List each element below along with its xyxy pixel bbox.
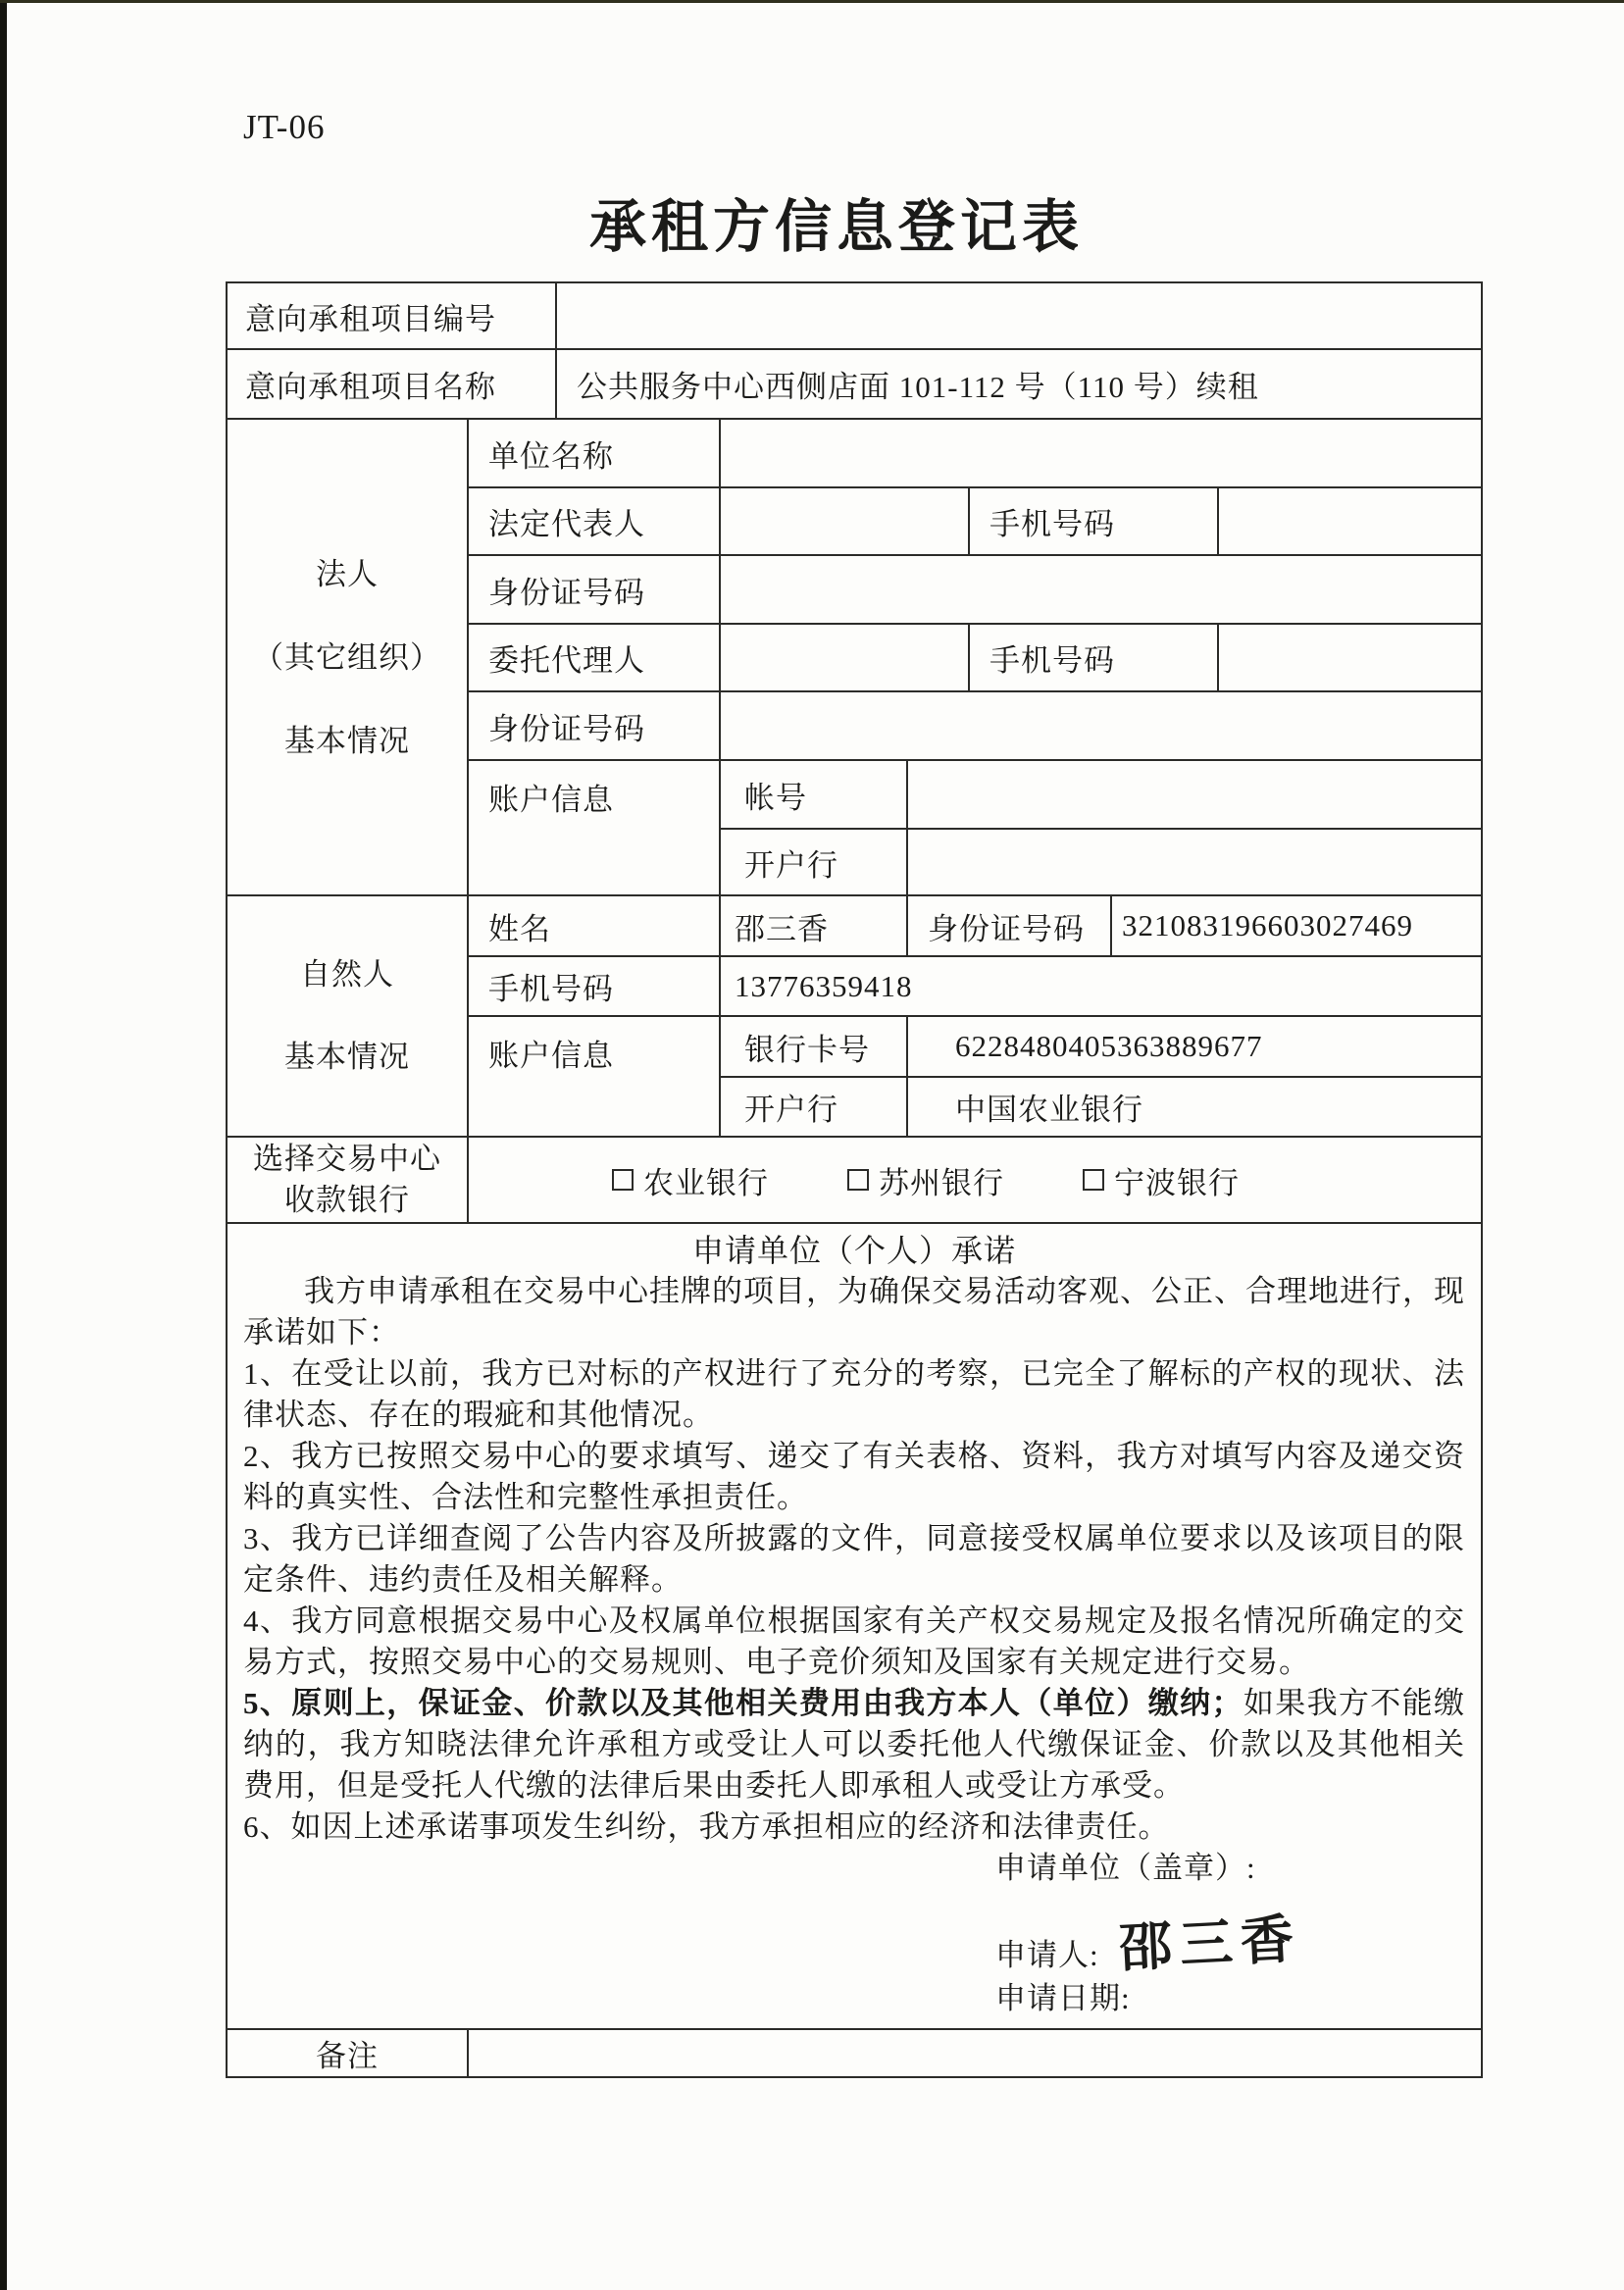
- person-phone-value: 13776359418: [721, 957, 1481, 1017]
- applicant-label: 申请人:: [995, 1938, 1099, 1972]
- bank-option-agricultural: [612, 1158, 769, 1202]
- person-name-value: 邵三香: [721, 896, 908, 957]
- bank-option-label: 宁波银行: [1114, 1165, 1240, 1200]
- scan-edge-artifact-left: [0, 0, 7, 2290]
- bank-select-label: [228, 1138, 469, 1224]
- legal-rep-phone-value-cell: [1219, 488, 1481, 556]
- scan-edge-artifact-top: [0, 0, 1624, 3]
- bank-option-suzhou: [847, 1158, 1004, 1202]
- checkbox-icon[interactable]: [847, 1169, 869, 1191]
- handwritten-signature: 邵三香: [1117, 1909, 1303, 1978]
- legal-rep-id-label: 身份证号码: [469, 556, 721, 625]
- page-title: 承租方信息登记表: [588, 195, 1084, 259]
- pledge-item-4: 4、我方同意根据交易中心及权属单位根据国家有关产权交易规定及报名情况所确定的交易方式，按照交易中心的交易规则、电子竞价须知及国家有关规定进行交易。: [243, 1603, 1465, 1679]
- person-id-label: 身份证号码: [908, 896, 1112, 957]
- person-account-info-label: 账户信息: [469, 1017, 721, 1138]
- applicant-stamp-label: 申请单位（盖章）:: [995, 1851, 1256, 1885]
- checkbox-icon[interactable]: [612, 1169, 634, 1191]
- legal-entity-group-line: （其它组织）: [253, 639, 441, 675]
- pledge-item-3: 3、我方已详细查阅了公告内容及所披露的文件，同意接受权属单位要求以及该项目的限定条件、违约责任及相关解释。: [243, 1521, 1465, 1597]
- person-bank-branch-label: 开户行: [721, 1078, 908, 1138]
- project-code-value-cell: [557, 283, 1481, 350]
- bank-select-label-line: 选择交易中心: [253, 1142, 441, 1176]
- checkbox-icon[interactable]: [1083, 1169, 1104, 1191]
- pledge-item-2: 2、我方已按照交易中心的要求填写、递交了有关表格、资料，我方对填写内容及递交资料的真实性、合法性和完整性承担责任。: [243, 1439, 1465, 1514]
- agent-phone-label: 手机号码: [970, 625, 1219, 692]
- person-bank-card-value: 6228480405363889677: [908, 1017, 1481, 1078]
- bank-option-label: 农业银行: [643, 1165, 769, 1200]
- legal-bank-branch-label: 开户行: [721, 830, 908, 896]
- unit-name-value-cell: [721, 420, 1481, 488]
- legal-account-no-value-cell: [908, 761, 1481, 830]
- project-code-label: 意向承租项目编号: [228, 283, 557, 350]
- bank-select-label-line: 收款银行: [284, 1183, 410, 1217]
- bank-option-ningbo: [1083, 1158, 1240, 1202]
- agent-value-cell: [721, 625, 970, 692]
- legal-account-info-label: 账户信息: [469, 761, 721, 896]
- legal-entity-group-label: [228, 420, 469, 896]
- pledge-intro: 我方申请承租在交易中心挂牌的项目，为确保交易活动客观、公正、合理地进行，现承诺如下：: [243, 1274, 1465, 1349]
- form-code: JT-06: [243, 108, 326, 146]
- natural-person-group-line: 基本情况: [284, 1040, 410, 1074]
- person-bank-branch-value: 中国农业银行: [908, 1078, 1481, 1138]
- unit-name-label: 单位名称: [469, 420, 721, 488]
- pledge-item-6: 6、如因上述承诺事项发生纠纷，我方承担相应的经济和法律责任。: [243, 1809, 1170, 1844]
- legal-account-no-label: 帐号: [721, 761, 908, 830]
- application-date-label: 申请日期:: [995, 1981, 1131, 2015]
- legal-entity-group-line: 法人: [316, 556, 379, 591]
- person-name-label: 姓名: [469, 896, 721, 957]
- agent-id-value-cell: [721, 692, 1481, 761]
- legal-rep-phone-label: 手机号码: [970, 488, 1219, 556]
- bank-select-options: [469, 1138, 1481, 1224]
- person-phone-label: 手机号码: [469, 957, 721, 1017]
- pledge-item-5-rest: 如果我方不能缴纳的，我方知晓法律允许承租方或受让人可以委托他人代缴保证金、价款以及其他相关费用，但是受托人代缴的法律后果由委托人即承租人或受让方承受。: [243, 1686, 1466, 1803]
- legal-rep-label: 法定代表人: [469, 488, 721, 556]
- project-name-label: 意向承租项目名称: [228, 350, 557, 420]
- remarks-value-cell: [469, 2030, 1481, 2076]
- bank-option-label: 苏州银行: [879, 1165, 1004, 1200]
- pledge-item-5: [243, 1683, 1465, 1807]
- signature-block: [995, 1909, 1465, 2020]
- pledge-item-5-bold: 5、原则上，保证金、价款以及其他相关费用由我方本人（单位）缴纳；: [243, 1686, 1243, 1720]
- legal-bank-branch-value-cell: [908, 830, 1481, 896]
- person-id-value: 321083196603027469: [1112, 896, 1481, 957]
- natural-person-group-line: 自然人: [300, 957, 394, 992]
- pledge-item-1: 1、在受让以前，我方已对标的产权进行了充分的考察，已完全了解标的产权的现状、法律状态、存在的瑕疵和其他情况。: [243, 1356, 1465, 1432]
- agent-phone-value-cell: [1219, 625, 1481, 692]
- project-name-value: 公共服务中心西侧店面 101-112 号（110 号）续租: [557, 350, 1481, 420]
- natural-person-group-label: [228, 896, 469, 1138]
- agent-label: 委托代理人: [469, 625, 721, 692]
- registration-form-table: [226, 281, 1483, 2078]
- legal-entity-group-line: 基本情况: [284, 723, 410, 758]
- legal-rep-value-cell: [721, 488, 970, 556]
- legal-rep-id-value-cell: [721, 556, 1481, 625]
- agent-id-label: 身份证号码: [469, 692, 721, 761]
- remarks-label: 备注: [228, 2030, 469, 2076]
- person-bank-card-label: 银行卡号: [721, 1017, 908, 1078]
- pledge-heading: 申请单位（个人）承诺: [691, 1233, 1016, 1268]
- pledge-section: [228, 1224, 1481, 2030]
